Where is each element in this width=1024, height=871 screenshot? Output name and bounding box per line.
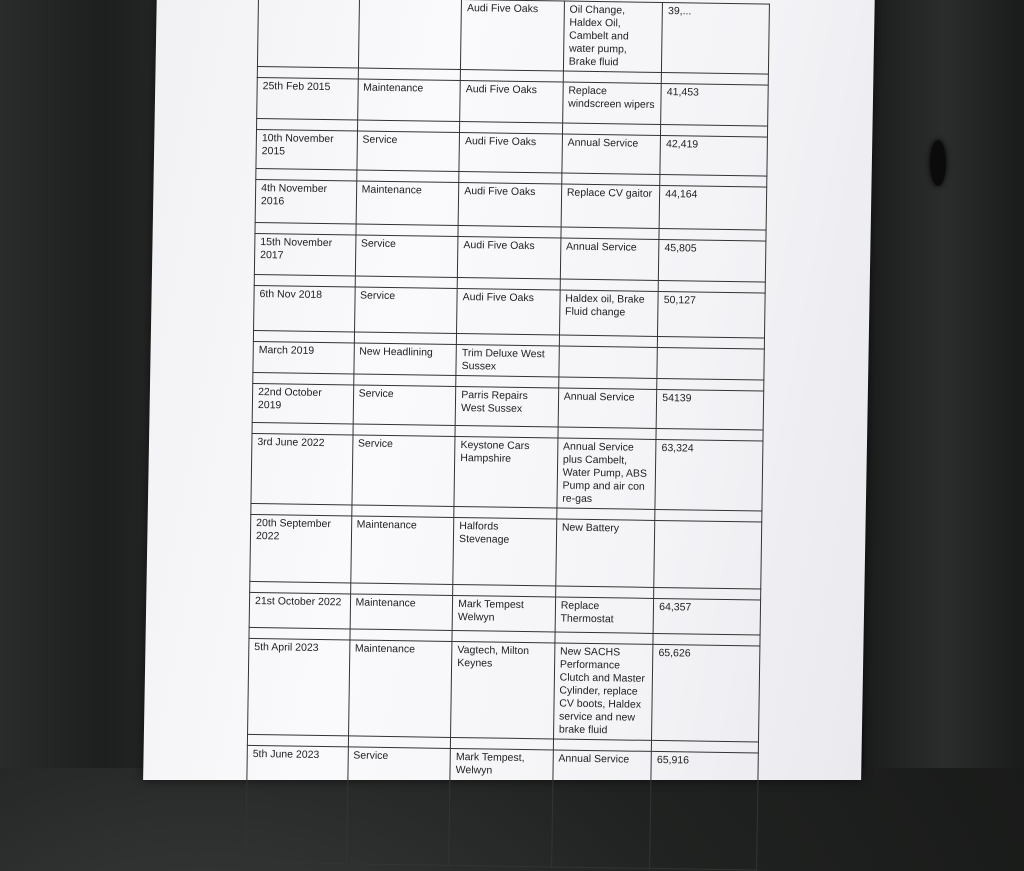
cell-garage: Parris Repairs West Sussex (455, 386, 558, 427)
desk-surface-right (864, 0, 1024, 768)
table-row (246, 745, 759, 870)
cell-mileage: 41,453 (661, 83, 768, 126)
cell-type: Maintenance (348, 640, 452, 738)
cell-work: New Battery (556, 519, 655, 587)
cell-garage: Audi Five Oaks (459, 133, 562, 174)
table-row (251, 433, 763, 511)
cell-type: New Headlining (353, 343, 456, 376)
table-row (255, 179, 767, 230)
cell-date: 5th April 2023 (248, 638, 350, 735)
table-row (254, 285, 766, 338)
cell-type: Maintenance (357, 79, 460, 122)
cell-date (257, 0, 359, 68)
cell-mileage: 44,164 (659, 185, 766, 230)
cell-mileage: 54139 (656, 389, 763, 430)
cell-work: Haldex oil, Brake Fluid change (559, 290, 658, 336)
cell-date: 6th Nov 2018 (254, 285, 355, 331)
cell-mileage (654, 520, 762, 589)
cell-work: Annual Service plus Cambelt, Water Pump, ABS Pump and air con re-gas (557, 438, 656, 509)
cell-garage: Mark Tempest, Welwyn (449, 748, 553, 867)
cell-date: 4th November 2016 (255, 179, 356, 223)
cell-mileage: 42,419 (660, 135, 767, 176)
cell-mileage: 64,357 (653, 598, 760, 635)
cell-mileage: 39,... (662, 3, 770, 75)
cell-work: New SACHS Performance Clutch and Master Cylinder, replace CV boots, Haldex service and new brake fluid (553, 643, 653, 740)
cell-garage: Mark Tempest Welwyn (452, 595, 555, 632)
cell-mileage: 65,916 (650, 751, 759, 870)
cell-garage: Audi Five Oaks (457, 236, 560, 279)
cell-date: 3rd June 2022 (251, 433, 353, 504)
cell-garage: Keystone Cars Hampshire (454, 436, 558, 508)
table-row (257, 0, 769, 74)
cell-work (559, 346, 658, 378)
cell-mileage: 63,324 (655, 439, 763, 511)
cell-garage: Audi Five Oaks (457, 288, 560, 335)
cell-work: Annual Service (558, 388, 657, 428)
cell-mileage: 45,805 (659, 239, 766, 282)
cell-garage: Audi Five Oaks (461, 0, 565, 71)
cell-garage: Audi Five Oaks (458, 183, 561, 228)
cell-type: Maintenance (350, 516, 454, 585)
cell-work: Replace CV gaitor (561, 184, 660, 228)
cell-type: Service (346, 747, 450, 866)
cell-mileage: 65,626 (652, 644, 760, 742)
cell-garage: Halfords Stevenage (453, 517, 557, 586)
cell-type: Service (356, 131, 459, 172)
cell-type: Service (355, 235, 458, 278)
table-row (250, 514, 762, 589)
cell-type: Maintenance (356, 181, 459, 226)
cell-garage: Audi Five Oaks (460, 81, 563, 124)
cell-date: March 2019 (253, 341, 354, 373)
cell-mileage: 50,127 (658, 291, 765, 338)
cell-type: Maintenance (350, 594, 453, 631)
cell-date: 20th September 2022 (250, 514, 352, 582)
cell-date: 15th November 2017 (254, 233, 355, 275)
cell-type: Service (353, 385, 456, 426)
cell-work: Annual Service (562, 134, 661, 174)
service-history-table (245, 0, 770, 871)
cell-type: Service (351, 435, 455, 507)
cell-date: 25th Feb 2015 (257, 77, 358, 119)
cell-garage: Trim Deluxe West Sussex (456, 344, 559, 377)
cell-garage: Vagtech, Milton Keynes (451, 641, 555, 739)
cell-type: Service (354, 287, 457, 334)
cell-work: Annual Service (551, 750, 651, 868)
cell-work: Replace windscreen wipers (562, 82, 661, 124)
cell-date: 10th November 2015 (256, 129, 357, 169)
cell-date: 5th June 2023 (246, 745, 348, 863)
cell-type (358, 0, 462, 70)
cell-work: Oil Change, Haldex Oil, Cambelt and water pump, Brake fluid (563, 1, 662, 72)
cell-work: Replace Thermostat (555, 597, 654, 633)
table-row (248, 638, 760, 742)
cell-date: 22nd October 2019 (252, 383, 353, 423)
cell-work: Annual Service (560, 238, 659, 280)
cell-date: 21st October 2022 (249, 592, 350, 628)
desk-mark (930, 140, 946, 186)
cell-mileage (657, 347, 764, 380)
